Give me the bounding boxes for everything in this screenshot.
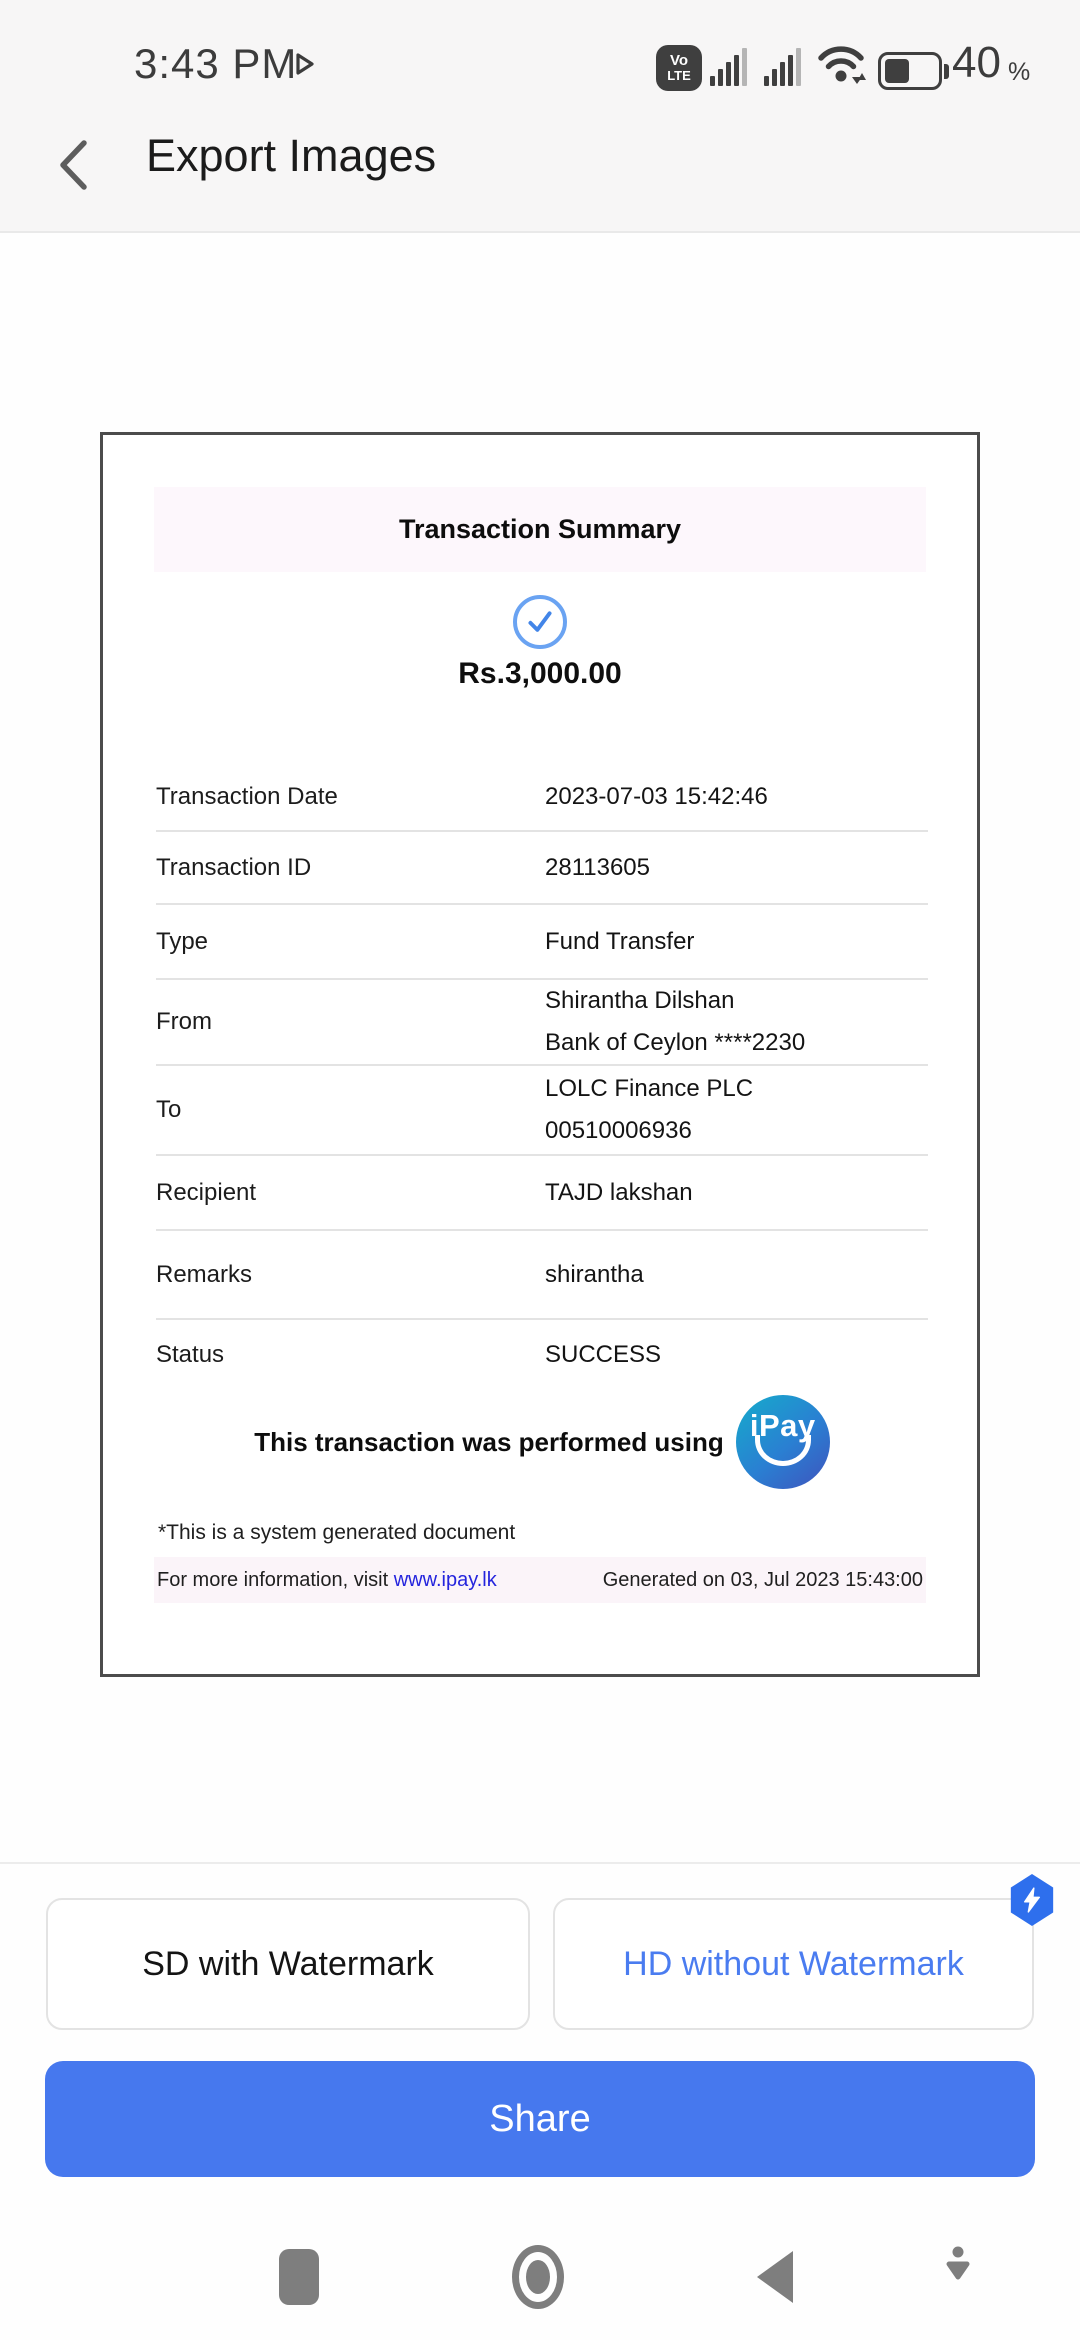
- table-row: Recipient TAJD lakshan: [156, 1156, 928, 1231]
- system-generated-note: *This is a system generated document: [158, 1521, 516, 1544]
- page-title: Export Images: [146, 130, 437, 181]
- table-row: Transaction Date 2023-07-03 15:42:46: [156, 763, 928, 832]
- nav-recents-button[interactable]: [279, 2249, 319, 2305]
- ipay-smile-arc: [755, 1435, 811, 1466]
- generated-timestamp: Generated on 03, Jul 2023 15:43:00: [602, 1568, 923, 1591]
- nav-home-button[interactable]: [512, 2245, 564, 2309]
- more-info-text: For more information, visit www.ipay.lk: [157, 1568, 497, 1591]
- receipt-rows: [156, 763, 928, 1390]
- transaction-receipt-card: [100, 432, 980, 1677]
- signal-sim1-icon: [710, 48, 752, 86]
- nav-hide-bar-button[interactable]: [944, 2246, 972, 2287]
- receipt-title: Transaction Summary: [154, 487, 926, 572]
- battery-percent: 40: [952, 38, 1001, 87]
- wifi-icon: [816, 42, 872, 93]
- clock: 3:43 PM: [134, 40, 298, 87]
- battery-icon: [878, 52, 948, 90]
- table-row: Remarks shirantha: [156, 1231, 928, 1320]
- top-bar: [0, 0, 1080, 233]
- signal-sim2-icon: [764, 48, 806, 86]
- receipt-footer-band: [154, 1557, 926, 1603]
- transaction-amount: Rs.3,000.00: [458, 657, 622, 690]
- back-button[interactable]: [52, 136, 100, 194]
- hd-without-watermark-option[interactable]: HD without Watermark: [553, 1898, 1034, 2030]
- success-check-icon: [513, 595, 567, 649]
- share-button[interactable]: Share: [45, 2061, 1035, 2177]
- table-row: From Shirantha Dilshan Bank of Ceylon ****2230: [156, 980, 928, 1066]
- table-row: Transaction ID 28113605: [156, 832, 928, 905]
- table-row: To LOLC Finance PLC 00510006936: [156, 1066, 928, 1156]
- volte-icon: Vo LTE: [656, 45, 702, 91]
- ipay-link[interactable]: www.ipay.lk: [393, 1568, 497, 1591]
- nav-back-button[interactable]: [757, 2251, 793, 2303]
- notification-play-icon: [294, 52, 316, 81]
- status-value: SUCCESS: [545, 1341, 662, 1368]
- performed-using-line: This transaction was performed using iPay: [156, 1392, 928, 1492]
- table-row: Status SUCCESS: [156, 1320, 928, 1390]
- table-row: Type Fund Transfer: [156, 905, 928, 980]
- sd-with-watermark-option[interactable]: SD with Watermark: [46, 1898, 530, 2030]
- battery-percent-sign: %: [1008, 58, 1031, 86]
- bottom-sheet-divider: [0, 1862, 1080, 1864]
- ipay-logo-icon: iPay: [736, 1395, 830, 1489]
